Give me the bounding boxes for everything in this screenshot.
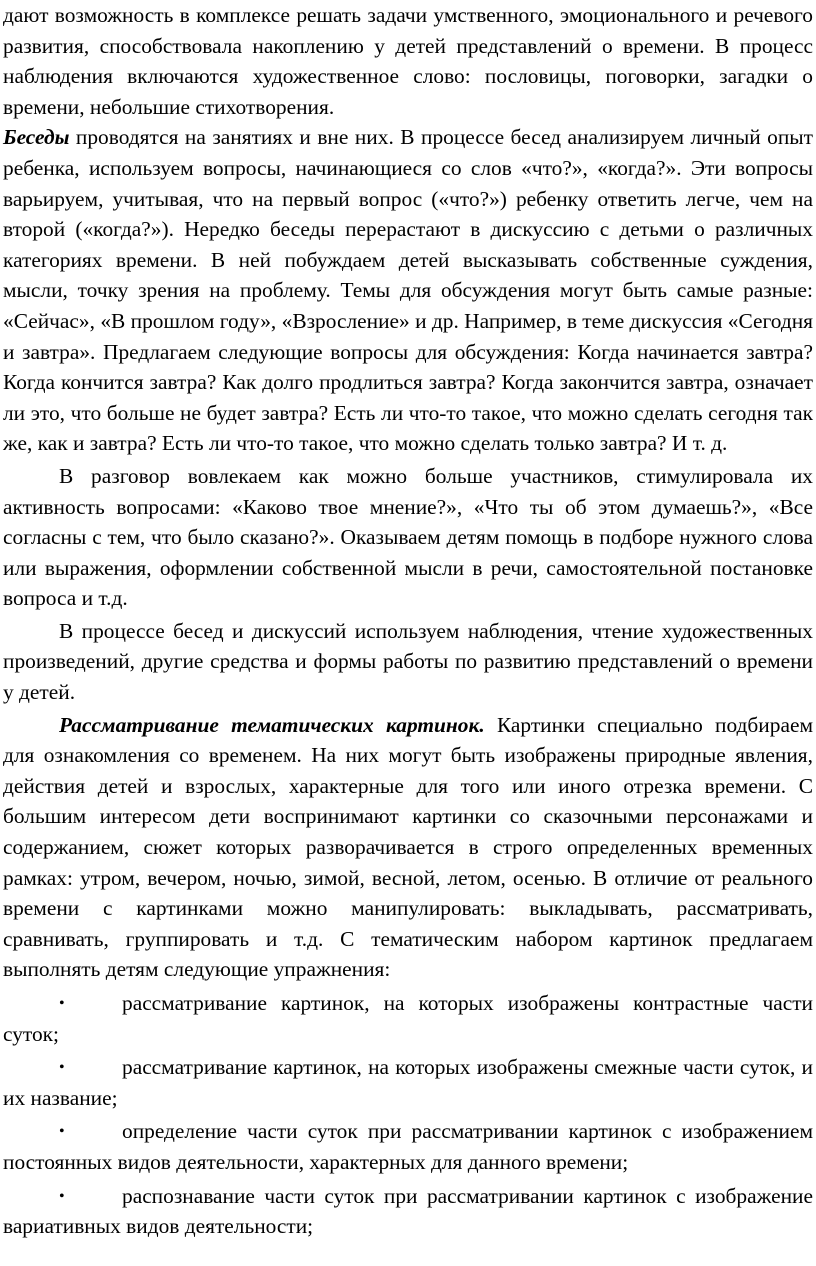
- bullet-icon: •: [59, 995, 65, 1012]
- paragraph-involvement: В разговор вовлекаем как можно больше участников, стимулировала их активность вопросами: «Каково твое мнение?», «Что ты об этом думаешь?», «Все согласны с тем, что было сказано?». Оказываем детям помощь в подборе нужного слова или выражения, оформлении собственной мысли в речи, самостоятельной постановке вопроса и т.д.: [3, 463, 813, 611]
- paragraph-discussions: В процессе бесед и дискуссий используем наблюдения, чтение художественных произведений, другие средства и формы работы по развитию представлений о времени у детей.: [3, 618, 813, 705]
- paragraph-observation-continued: дают возможность в комплексе решать задачи умственного, эмоционального и речевого развития, способствовала накоплению у детей представлений о времени. В процесс наблюдения включаются художественное слово: пословицы, поговорки, загадки о времени, небольшие стихотворения.: [3, 3, 813, 119]
- list-item-text: рассматривание картинок, на которых изображены смежные части суток, и их название;: [3, 1055, 813, 1110]
- pictures-heading: Рассматривание тематических картинок.: [59, 712, 485, 737]
- list-item: [3, 1113, 813, 1177]
- exercise-list: [3, 985, 813, 1242]
- conversations-heading: Беседы: [3, 125, 70, 150]
- list-item: [3, 1178, 813, 1242]
- conversations-text: проводятся на занятиях и вне них. В процессе бесед анализируем личный опыт ребенка, используем вопросы, начинающиеся со слов «что?», «когда?». Эти вопросы варьируем, учитывая, что на первый вопрос («что?») ребенку ответить легче, чем на второй («когда?»). Нередко беседы перерастают в дискуссию с детьми о различных категориях времени. В ней побуждаем детей высказывать собственные суждения, мысли, точку зрения на проблему. Темы для обсуждения могут быть самые разные: «Сейчас», «В прошлом году», «Взросление» и др. Например, в теме дискуссия «Сегодня и завтра». Предлагаем следующие вопросы для обсуждения: Когда начинается завтра? Когда кончится завтра? Как долго продлиться завтра? Когда закончится завтра, означает ли это, что больше не будет завтра? Есть ли что-то такое, что можно сделать сегодня так же, как и завтра? Есть ли что-то такое, что можно сделать только завтра? И т. д.: [3, 125, 813, 456]
- list-item-text: определение части суток при рассматривании картинок с изображением постоянных видов деятельности, характерных для данного времени;: [3, 1119, 813, 1174]
- list-item-text: распознавание части суток при рассматривании картинок с изображение вариативных видов деятельности;: [3, 1183, 813, 1239]
- list-item-text: рассматривание картинок, на которых изображены контрастные части суток;: [3, 991, 813, 1046]
- paragraph-pictures: [3, 710, 813, 985]
- bullet-icon: •: [59, 1187, 65, 1205]
- paragraph-conversations: [3, 122, 813, 459]
- bullet-icon: •: [59, 1059, 65, 1077]
- list-item: [3, 985, 813, 1049]
- bullet-icon: •: [59, 1123, 65, 1141]
- pictures-text: Картинки специально подбираем для ознакомления со временем. На них могут быть изображены природные явления, действия детей и взрослых, характерные для того или иного отрезка времени. С большим интересом дети воспринимают картинки со сказочными персонажами и содержанием, сюжет которых разворачивается в строго определенных временных рамках: утром, вечером, ночью, зимой, весной, летом, осенью. В отличие от реального времени с картинками можно манипулировать: выкладывать, рассматривать, сравнивать, группировать и т.д. С тематическим набором картинок предлагаем выполнять детям следующие упражнения:: [3, 712, 813, 982]
- list-item: [3, 1049, 813, 1113]
